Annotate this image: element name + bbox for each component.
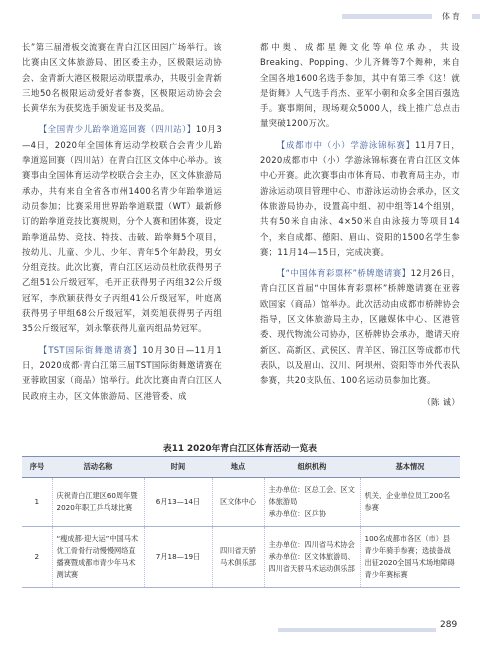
author-credit: （陈 诚） bbox=[422, 396, 460, 407]
activities-table bbox=[22, 456, 460, 588]
cell-date: 6月13—14日 bbox=[144, 478, 212, 527]
item-heading: 【TST国际街舞邀请赛】 bbox=[38, 344, 143, 355]
page-number: 289 bbox=[440, 620, 458, 630]
col-header: 序号 bbox=[22, 457, 52, 478]
table-header-row bbox=[22, 457, 460, 478]
paragraph: 都中奥、成都星舞文化等单位承办，共设Breaking、Popping、少儿齐舞等7个舞种，来自全国各地1600名选手参加，其中有第三季《这！就是街舞》人气选手肖杰、亚军小朝和众多全国百强选手。赛事期间，现场观众5000人，线上推广总点击量突破1200万次。 bbox=[260, 42, 460, 129]
paragraph: 【成都市中（小）学游泳锦标赛】11月7日，2020成都市中（小）学游泳锦标赛在青白江区文体中心开赛。此次赛事由市体育局、市教育局主办，市游泳运动项目管理中心、市游泳运动协会承办，区文体旅游局协办，设置高中组、初中组等14个组别，共有50米自由泳、4×50米自由泳接力等项目14个，来自成都、德阳、眉山、资阳的1500名学生参赛；11月14—15日，完成决赛。 bbox=[260, 139, 461, 257]
cell-index: 2 bbox=[22, 527, 52, 588]
col-header: 活动名称 bbox=[52, 457, 144, 478]
table-row bbox=[22, 478, 460, 527]
left-column bbox=[22, 40, 222, 404]
cell-summary: 机关、企业单位员工200名参赛 bbox=[360, 478, 460, 527]
cell-organizers: 主办单位：区总工会、区文体旅游局 承办单位：区乒协 bbox=[264, 478, 360, 527]
item-heading: 【“中国体育彩票杯”桥牌邀请赛】 bbox=[276, 268, 411, 279]
cell-location: 四川省天骄马术俱乐部 bbox=[212, 527, 264, 588]
col-header: 地点 bbox=[212, 457, 264, 478]
paragraph: 【TST国际街舞邀请赛】10月30日—11月1日，2020成都·青白江第三届TST国际街舞邀请赛在亚蓉欧国家（商品）馆举行。此次比赛由青白江区人民政府主办，区文体旅游局、区港管委、成 bbox=[22, 344, 222, 401]
item-heading: 【全国青少儿跆拳道巡回赛（四川站）】 bbox=[38, 124, 196, 135]
cell-activity: “瘦成都·迎大运”中国马术优工骨骨行动慢慢网络直播赛暨成都市青少年马术测试赛 bbox=[52, 527, 144, 588]
paragraph: 【全国青少儿跆拳道巡回赛（四川站）】10月3—4日，2020年全国体育运动学校联合会青少儿跆拳道巡回赛（四川站）在青白江区文体中心举办。该赛事由全国体育运动学校联合会主办，区文体旅游局承办，共有来自全省各市州1400名青少年跆拳道运动员参加；比赛采用世界跆拳道联盟（WT）最新修订的跆拳道竞技比赛规则，分个人赛和团体赛，设定跆拳道品势、竞技、特技、击破、跆拳舞5个项目，按幼儿、儿童、少儿、少年、青年5个年龄段，男女分组竞技。此次比赛，青白江区运动员杜欣获得男子乙组51公斤级冠军，毛开正获得男子丙组32公斤级冠军，李欣颖获得女子丙组41公斤级冠军，叶庭离获得男子甲组68公斤级冠军，刘奕旭获得男子丙组35公斤级冠军，刘永擎获得儿童丙组品势冠军。 bbox=[22, 124, 222, 334]
footer-rule bbox=[278, 628, 436, 632]
cell-summary: 100名成都市各区（市）县青少年骑手参赛；选拔备战出征2020全国马术场地障碍青少年赛标赛 bbox=[360, 527, 460, 588]
col-header: 组织机构 bbox=[264, 457, 360, 478]
section-label: 体育 bbox=[432, 10, 472, 23]
cell-location: 区文体中心 bbox=[212, 478, 264, 527]
running-header bbox=[342, 10, 480, 24]
cell-activity: 庆祝青白江建区60周年暨2020年职工乒乓球比赛 bbox=[52, 478, 144, 527]
cell-organizers: 主办单位：四川省马术协会 承办单位：区文体旅游局、四川省天骄马术运动俱乐部 bbox=[264, 527, 360, 588]
paragraph: 长”第三届滑板交流赛在青白江区田园广场举行。该比赛由区文体旅游局、团区委主办，区极限运动协会、金青新大港区极限运动联盟承办，共吸引金青新三地50名极限运动爱好者参赛，区极限运动协会会长黄华东为获奖选手颁发证书及奖品。 bbox=[22, 42, 222, 114]
right-column bbox=[260, 40, 460, 410]
table-row bbox=[22, 527, 460, 588]
item-heading: 【成都市中（小）学游泳锦标赛】 bbox=[276, 139, 415, 150]
table-title: 表11 2020年青白江区体育活动一览表 bbox=[162, 444, 318, 454]
col-header: 基本情况 bbox=[360, 457, 460, 478]
cell-index: 1 bbox=[22, 478, 52, 527]
cell-date: 7月18—19日 bbox=[144, 527, 212, 588]
col-header: 时间 bbox=[144, 457, 212, 478]
paragraph: 【“中国体育彩票杯”桥牌邀请赛】12月26日，青白江区首届“中国体育彩票杯”桥牌邀请赛在亚蓉欧国家（商品）馆举办。此次活动由成都市桥牌协会指导，区文体旅游局主办，区融媒体中心、区港管委、现代物流公司协办，区桥牌协会承办，邀请天府新区、高新区、武侯区、青羊区、锦江区等成都市代表队，以及眉山、汉川、阿坝州、资阳等市外代表队参赛，共20支队伍、100名运动员参加比赛。 bbox=[260, 268, 460, 386]
